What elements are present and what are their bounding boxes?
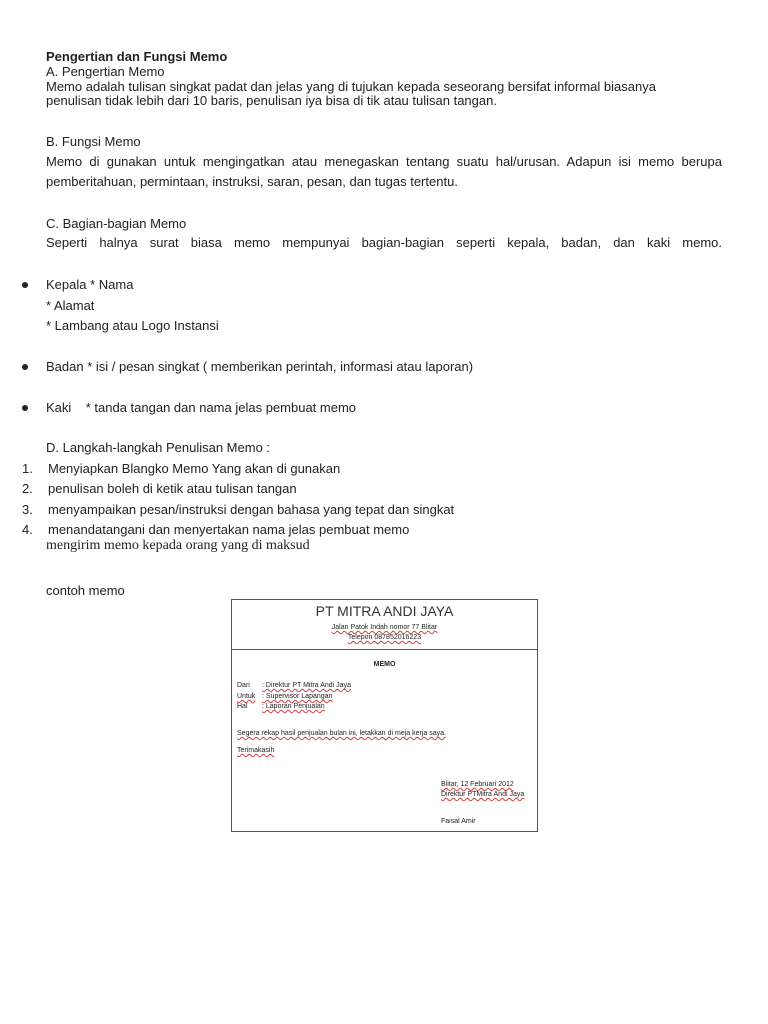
bullet-marker bbox=[22, 282, 28, 288]
memo-company-name: PT MITRA ANDI JAYA bbox=[315, 603, 454, 619]
section-c-heading: C. Bagian-bagian Memo bbox=[46, 216, 187, 231]
example-label: contoh memo bbox=[46, 583, 125, 598]
bullet-marker bbox=[22, 364, 28, 370]
memo-address: Jalan Patok Indah nomor 77 Blitar bbox=[331, 624, 438, 631]
memo-header-divider bbox=[232, 649, 537, 650]
bullet-kaki: Kaki * tanda tangan dan nama jelas pembuat memo bbox=[46, 400, 357, 415]
step-3-text: menyampaikan pesan/instruksi dengan bahasa yang tepat dan singkat bbox=[48, 502, 455, 517]
bullet-kepala-line-1: Kepala * Nama bbox=[46, 277, 134, 292]
memo-closing: Terimakasih bbox=[237, 747, 275, 754]
memo-phone: Telepon 087852016223 bbox=[347, 634, 422, 641]
section-a-line-2: penulisan tidak lebih dari 10 baris, penulisan iya bisa di tik atau tulisan tangan. bbox=[46, 93, 497, 108]
memo-message: Segera rekap hasil penjualan bulan ini, letakkan di meja kerja saya. bbox=[237, 730, 446, 737]
bullet-kepala-line-2: * Alamat bbox=[46, 298, 95, 313]
section-d-heading: D. Langkah-langkah Penulisan Memo : bbox=[46, 440, 271, 455]
step-number: 1. bbox=[22, 461, 33, 476]
document-title: Pengertian dan Fungsi Memo bbox=[46, 49, 228, 64]
bullet-badan: Badan * isi / pesan singkat ( memberikan perintah, informasi atau laporan) bbox=[46, 359, 474, 374]
memo-field-label: Untuk bbox=[237, 693, 256, 700]
memo-example-image bbox=[231, 599, 538, 832]
bullet-marker bbox=[22, 405, 28, 411]
step-number: 4. bbox=[22, 522, 33, 537]
step-number: 2. bbox=[22, 481, 33, 496]
section-a-line-1: Memo adalah tulisan singkat padat dan jelas yang di tujukan kepada seseorang bersifat informal biasanya bbox=[46, 79, 656, 94]
step-1-text: Menyiapkan Blangko Memo Yang akan di gunakan bbox=[48, 461, 341, 476]
memo-field-label: Hal bbox=[237, 703, 248, 710]
memo-signer-name: Faisal Amir bbox=[441, 818, 476, 825]
section-b-heading: B. Fungsi Memo bbox=[46, 134, 141, 149]
section-a-heading: A. Pengertian Memo bbox=[46, 64, 165, 79]
memo-field-value: : Supervisor Lapangan bbox=[262, 693, 333, 700]
memo-field-value: : Laporan Penjualan bbox=[262, 703, 325, 710]
memo-field-label: Dari bbox=[237, 682, 250, 689]
memo-title: MEMO bbox=[373, 661, 396, 668]
memo-signer-title: Direktur PTMitra Andi Jaya bbox=[441, 791, 525, 798]
step-number: 3. bbox=[22, 502, 33, 517]
section-c-body: Seperti halnya surat biasa memo mempunyai bagian-bagian seperti kepala, badan, dan kaki memo. bbox=[46, 235, 722, 250]
section-b-body: Memo di gunakan untuk mengingatkan atau menegaskan tentang suatu hal/urusan. Adapun isi memo berupa pemberitahuan, permintaan, instruksi, saran, pesan, dan tugas tertentu. bbox=[46, 154, 722, 189]
memo-field-value: : Direktur PT Mitra Andi Jaya bbox=[262, 682, 351, 689]
memo-place-date: Blitar, 12 Februari 2012 bbox=[441, 781, 514, 788]
step-2-text: penulisan boleh di ketik atau tulisan tangan bbox=[48, 481, 297, 496]
bullet-kepala-line-3: * Lambang atau Logo Instansi bbox=[46, 318, 219, 333]
step-4-text: menandatangani dan menyertakan nama jelas pembuat memo bbox=[48, 522, 410, 537]
step-extra-line: mengirim memo kepada orang yang di maksud bbox=[46, 538, 310, 553]
